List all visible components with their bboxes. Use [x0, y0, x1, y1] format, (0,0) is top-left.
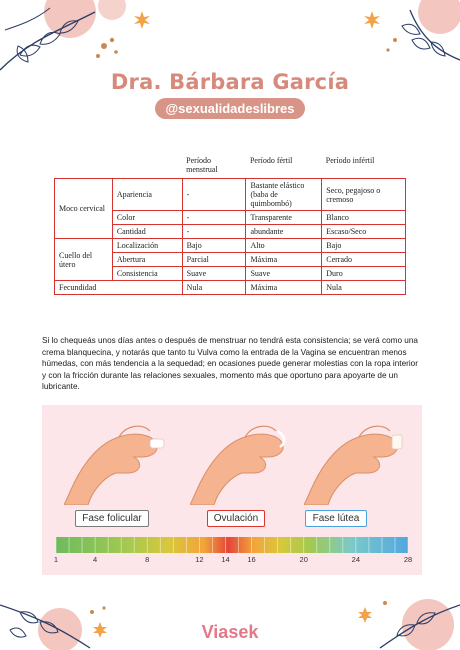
- column-header: Período fértil: [249, 156, 293, 165]
- row-group-label: Moco cervical: [55, 179, 113, 239]
- table-cell: Nula: [182, 281, 246, 295]
- table-cell: Suave: [246, 267, 322, 281]
- table-cell: Transparente: [246, 211, 322, 225]
- table-row: [55, 179, 406, 211]
- day-tick-label: 1: [53, 555, 59, 564]
- day-tick-label: 4: [93, 555, 98, 564]
- cycle-day-ticks: [56, 537, 408, 553]
- table-cell: Alto: [246, 239, 322, 253]
- cycle-days-bar: [56, 537, 408, 553]
- table-cell: -: [182, 179, 246, 211]
- body-paragraph: Si lo chequeás unos días antes o después de menstruar no tendrá esta consistencia; se verá como una crema blanquecina, y notarás que tanto tu Vulva como la entrada de la Vagina se encuentran menos húmedas, con más tendencia a la sequedad; en ocasiones puede generar molestias con la ropa interior y con la fricción durante las relaciones sexuales, momento más que oportuno para apoyarte de un lubricante.: [42, 336, 418, 392]
- header: [0, 70, 460, 119]
- table-cell: abundante: [246, 225, 322, 239]
- row-label: Color: [112, 211, 182, 225]
- row-label: Abertura: [112, 253, 182, 267]
- floral-decoration-top-right: [350, 0, 460, 70]
- row-label: Localización: [112, 239, 182, 253]
- table-cell: Cerrado: [322, 253, 406, 267]
- phase-label-follicular: Fase folicular: [75, 510, 149, 527]
- fertility-table: [54, 154, 406, 295]
- day-tick-label: 20: [299, 555, 308, 564]
- table-cell: -: [182, 225, 246, 239]
- table-cell: Bajo: [182, 239, 246, 253]
- row-label: Apariencia: [112, 179, 182, 211]
- table-cell: Duro: [322, 267, 406, 281]
- table-cell: Bajo: [322, 239, 406, 253]
- table-cell: Nula: [322, 281, 406, 295]
- row-label: Consistencia: [112, 267, 182, 281]
- day-tick-label: 28: [403, 555, 413, 564]
- row-label: Cantidad: [112, 225, 182, 239]
- hand-stretch-icon: [190, 413, 300, 505]
- day-tick-label: 24: [351, 555, 361, 564]
- day-tick-label: 8: [145, 555, 150, 564]
- table-row: [55, 281, 406, 295]
- column-header: Período menstrual: [186, 156, 218, 174]
- table-cell: Blanco: [322, 211, 406, 225]
- hand-dry-icon: [304, 413, 414, 505]
- doctor-name: Dra. Bárbara García: [110, 70, 350, 94]
- day-tick-label: 16: [247, 555, 256, 564]
- floral-decoration-top-left: [0, 0, 150, 75]
- table-cell: Suave: [182, 267, 246, 281]
- brand-logo: Viasek: [201, 622, 259, 642]
- cycle-illustration: [42, 405, 422, 575]
- day-tick-label: 12: [195, 555, 204, 564]
- table-cell: -: [182, 211, 246, 225]
- hand-pinch-icon: [64, 413, 174, 505]
- table-cell: Seco, pegajoso o cremoso: [322, 179, 406, 211]
- table-cell: Máxima: [246, 281, 322, 295]
- table-header-row: [55, 154, 406, 179]
- table-row: [55, 239, 406, 253]
- column-header: Período infértil: [325, 156, 375, 165]
- row-group-label: Fecundidad: [55, 281, 183, 295]
- social-handle-badge: @sexualidadeslibres: [155, 98, 304, 119]
- table-cell: Bastante elástico (baba de quimbombó): [246, 179, 322, 211]
- table-cell: Parcial: [182, 253, 246, 267]
- table-cell: Máxima: [246, 253, 322, 267]
- phase-label-luteal: Fase lútea: [305, 510, 367, 527]
- row-group-label: Cuello del útero: [55, 239, 113, 281]
- day-tick-label: 14: [221, 555, 230, 564]
- phase-label-ovulation: Ovulación: [207, 510, 265, 527]
- table-cell: Escaso/Seco: [322, 225, 406, 239]
